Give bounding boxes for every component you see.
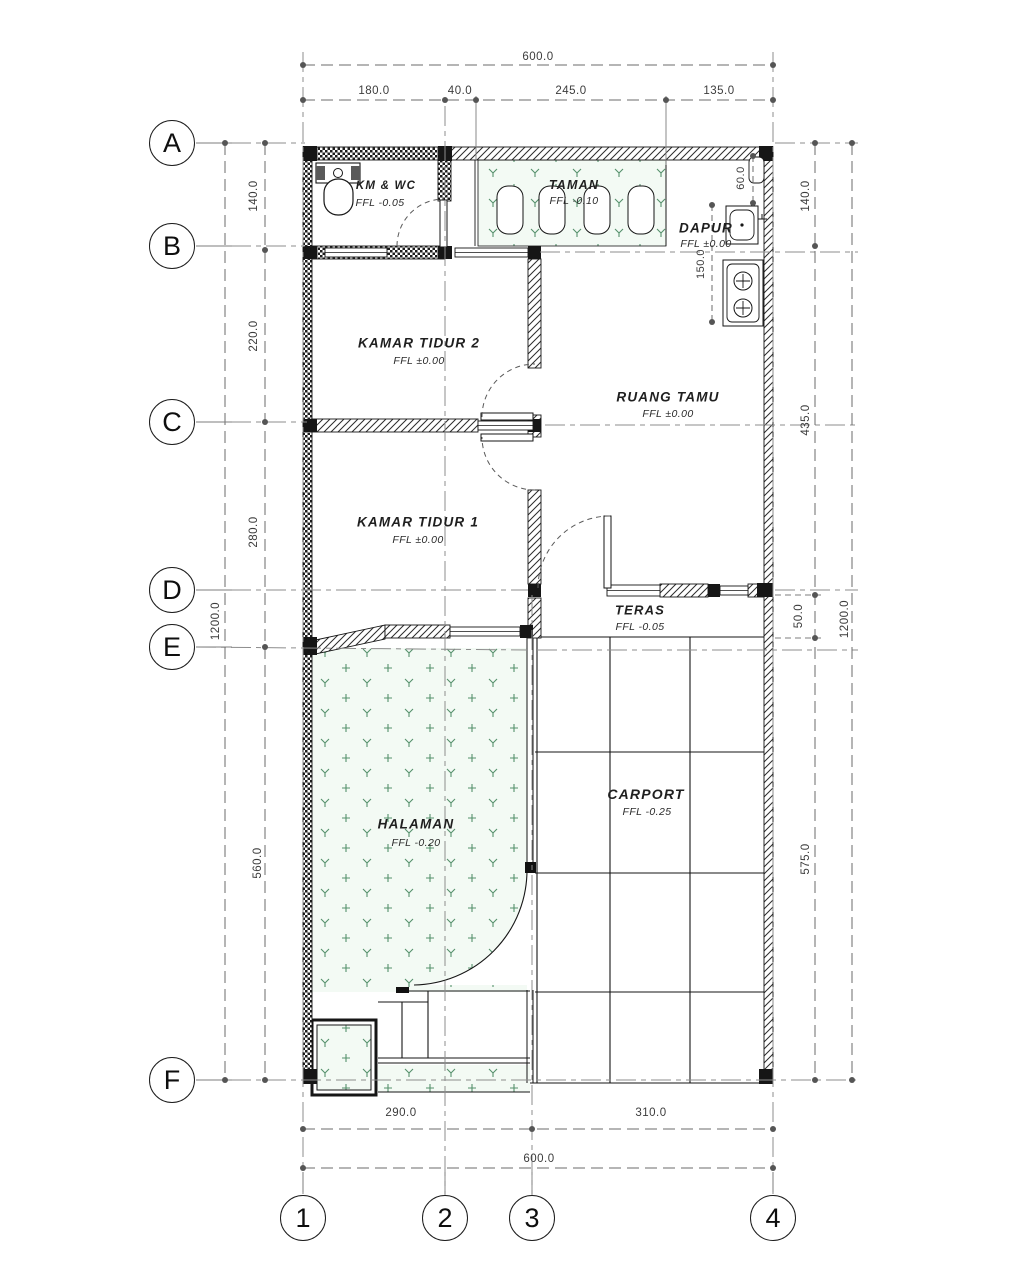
room-label-dapur: DAPUR <box>678 220 734 236</box>
room-ffl-ruang-tamu: FFL ±0.00 <box>642 408 694 420</box>
dim-top-seg-2: 40.0 <box>447 85 473 97</box>
grid-bubble-2: 2 <box>422 1195 468 1241</box>
room-ffl-kamar-tidur-1: FFL ±0.00 <box>392 534 444 546</box>
grid-bubble-e: E <box>149 624 195 670</box>
room-label-taman: TAMAN <box>548 178 600 192</box>
room-ffl-dapur: FFL ±0.00 <box>680 238 732 250</box>
grid-bubble-1: 1 <box>280 1195 326 1241</box>
tile-grid <box>530 637 773 1083</box>
dim-left-seg-2: 220.0 <box>248 320 260 352</box>
room-ffl-taman: FFL -0.10 <box>549 195 599 207</box>
room-ffl-km-wc: FFL -0.05 <box>355 197 405 209</box>
bedroom1-door-swing <box>482 437 535 490</box>
grid-bubble-f: F <box>149 1057 195 1103</box>
room-ffl-teras: FFL -0.05 <box>615 621 665 633</box>
dim-right-seg-4: 575.0 <box>800 843 812 875</box>
room-ffl-halaman: FFL -0.20 <box>391 837 441 849</box>
bedroom2-door-swing <box>482 364 535 417</box>
stove <box>723 260 763 326</box>
dim-bottom-total: 600.0 <box>523 1153 555 1165</box>
km-wc-door-leaf <box>440 200 447 247</box>
grid-bubble-d: D <box>149 567 195 613</box>
dim-left-total: 1200.0 <box>210 601 222 641</box>
grid-bubble-b: B <box>149 223 195 269</box>
dim-right-seg-2: 435.0 <box>800 404 812 436</box>
room-ffl-carport: FFL -0.25 <box>622 806 672 818</box>
front-door-leaf <box>604 516 611 588</box>
bedroom1-door-leaf <box>481 434 533 441</box>
grid-bubble-c: C <box>149 399 195 445</box>
grid-bubble-3: 3 <box>509 1195 555 1241</box>
room-label-carport: CARPORT <box>607 786 685 802</box>
room-label-km-wc: KM & WC <box>355 180 417 192</box>
dim-bottom-seg-2: 310.0 <box>635 1107 667 1119</box>
room-label-kamar-tidur-1: KAMAR TIDUR 1 <box>356 514 480 530</box>
grid-bubble-4: 4 <box>750 1195 796 1241</box>
dim-right-total: 1200.0 <box>839 599 851 639</box>
dim-kitchen-stove: 150.0 <box>695 248 707 280</box>
room-label-teras: TERAS <box>614 602 666 618</box>
dim-top-total: 600.0 <box>522 51 554 63</box>
dim-bottom-seg-1: 290.0 <box>385 1107 417 1119</box>
dim-kitchen-sink: 60.0 <box>735 166 747 190</box>
grid-bubble-a: A <box>149 120 195 166</box>
dim-left-seg-4: 560.0 <box>252 847 264 879</box>
dim-right-seg-3: 50.0 <box>793 603 805 629</box>
room-label-ruang-tamu: RUANG TAMU <box>616 389 720 405</box>
dim-top-seg-1: 180.0 <box>358 85 390 97</box>
dim-top-seg-4: 135.0 <box>703 85 735 97</box>
toilet-fixture <box>316 163 360 215</box>
fence <box>525 638 536 1083</box>
bedroom2-door-leaf <box>481 413 533 420</box>
room-label-halaman: HALAMAN <box>377 816 455 832</box>
front-door-swing <box>538 516 610 588</box>
dim-left-seg-1: 140.0 <box>248 180 260 212</box>
dim-top-seg-3: 245.0 <box>555 85 587 97</box>
dim-left-seg-3: 280.0 <box>248 516 260 548</box>
room-label-kamar-tidur-2: KAMAR TIDUR 2 <box>357 335 481 351</box>
dim-right-seg-1: 140.0 <box>800 180 812 212</box>
room-ffl-kamar-tidur-2: FFL ±0.00 <box>393 355 445 367</box>
